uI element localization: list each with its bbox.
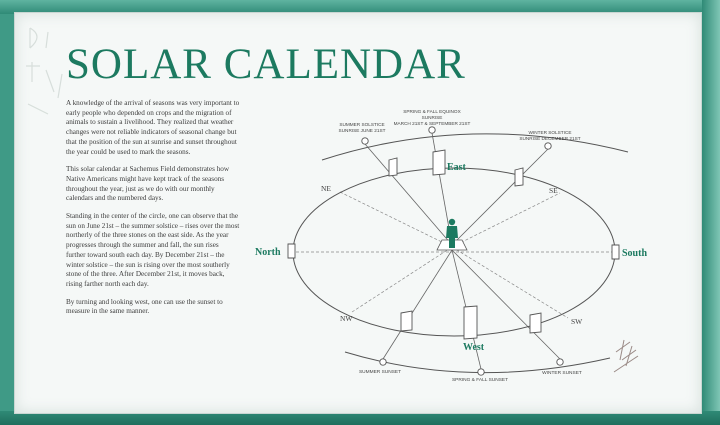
summer-sunrise-sun [362, 138, 368, 144]
label-north: North [255, 247, 281, 258]
label-se: SE [549, 186, 558, 195]
stone-south [612, 245, 619, 259]
paragraph-sunset: By turning and looking west, one can use the sunset to measure in the same manner. [66, 297, 223, 316]
label-sw: SW [571, 317, 583, 326]
page-title: SOLAR CALENDAR [66, 41, 466, 88]
label-west: West [463, 342, 485, 353]
equinox-sunset-label: SPRING & FALL SUNSET [451, 378, 509, 383]
label-east: East [447, 162, 466, 173]
winter-sunset-sun [557, 359, 563, 365]
stone-equinox-sunrise [433, 150, 445, 175]
stone-equinox-sunset [464, 306, 477, 339]
winter-sunrise-sun [545, 143, 551, 149]
equinox-sunrise-label-3: MARCH 21ST & SEPTEMBER 21ST [393, 121, 471, 126]
paragraph-sachemus-field: This solar calendar at Sachemus Field demonstrates how Native Americans might have kept track of the seasons throughout the year, just as we do with our monthly calendars and the numbered days. [66, 165, 230, 203]
winter-sunrise-label-1: WINTER SOLSTICE [528, 130, 572, 135]
equinox-sunrise-label-2: SUNRISE [421, 115, 443, 120]
label-south: South [622, 248, 648, 259]
label-nw: NW [340, 314, 353, 323]
winter-sunrise-label-2: SUNRISE DECEMBER 21ST [519, 136, 581, 141]
winter-sunset-label: WINTER SUNSET [542, 371, 582, 376]
stone-north [288, 244, 295, 258]
direction-labels [255, 162, 647, 353]
stone-summer-sunset [401, 311, 412, 331]
equinox-sunrise-sun [429, 127, 435, 133]
summer-sunrise-label-1: SUMMER SOLSTICE [339, 122, 385, 127]
paragraph-intro: A knowledge of the arrival of seasons was very important to early people who depended on crops and the migration of animals to sustain a livelihood. They realized that weather changes were not reliable indicators of seasonal change but that the position of the sun at sunrise and sunset throughout the year could be used to mark the seasons. [66, 99, 240, 156]
intercardinal-labels [321, 184, 583, 326]
scratch-mark [614, 340, 638, 372]
stone-winter-sunset [530, 313, 541, 333]
direction-lines-group [296, 192, 612, 318]
summer-sunset-sun [380, 359, 386, 365]
equinox-sunrise-label-1: SPRING & FALL EQUINOX [403, 109, 461, 114]
stone-summer-sunrise [389, 158, 397, 176]
sunset-labels [359, 369, 582, 383]
sunrise-labels [339, 109, 581, 141]
paragraph-sunrise: Standing in the center of the circle, one can observe that the sun on June 21st – the summer solstice – rises over the most northerly of the three stones on the east side. As the year progresses through the summer and fall, the sun rises further toward south each day. By December 21st – the winter solstice – the sun is rising over the most southerly stone of the three. After December 21st, it moves back, rising farther north each day. [66, 212, 240, 288]
stone-winter-sunrise [515, 168, 523, 186]
equinox-sunset-sun [478, 369, 484, 375]
label-ne: NE [321, 184, 331, 193]
summer-sunrise-label-2: SUNRISE JUNE 21ST [338, 128, 386, 133]
summer-sunset-label: SUMMER SUNSET [358, 370, 402, 375]
